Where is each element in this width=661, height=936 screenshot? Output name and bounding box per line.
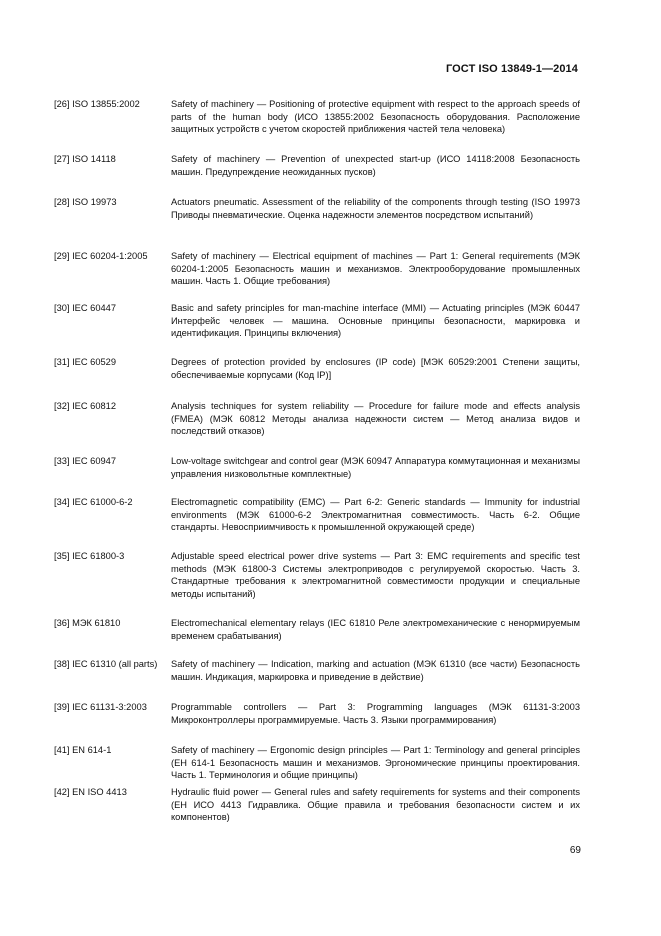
- reference-code: [28] ISO 19973: [54, 197, 117, 207]
- reference-code: [34] IEC 61000-6-2: [54, 497, 133, 507]
- reference-code: [30] IEC 60447: [54, 303, 117, 313]
- reference-text: Safety of machinery — Electrical equipment of machines — Part 1: General requirements (МЭК 60204-1:2005 Безопасность машин и механизмов. Электрооборудование промышленных машин. Часть 1. Общие требования): [171, 251, 580, 287]
- reference-entry: [54, 196, 580, 221]
- reference-entry: [54, 744, 580, 782]
- reference-text: Degrees of protection provided by enclosures (IP code) [МЭК 60529:2001 Степени защиты, обеспечиваемые корпусами (Код IP)]: [171, 357, 580, 380]
- document-header: ГОСТ ISO 13849-1—2014: [445, 63, 578, 75]
- reference-entry: [54, 153, 580, 178]
- reference-entry: [54, 786, 580, 824]
- reference-entry: [54, 98, 580, 136]
- reference-text: Low-voltage switchgear and control gear (МЭК 60947 Аппаратура коммутационная и механизмы управления низковольтные комплектные): [171, 456, 580, 479]
- reference-code: [33] IEC 60947: [54, 456, 117, 466]
- reference-code: [38] IEC 61310 (all parts): [54, 659, 158, 669]
- reference-entry: [54, 550, 580, 600]
- reference-entry: [54, 455, 580, 480]
- reference-text: Analysis techniques for system reliability — Procedure for failure mode and effects analysis (FMEA) (МЭК 60812 Методы анализа надежности систем — Метод анализа видов и последствий отказов): [171, 401, 580, 437]
- reference-text: Hydraulic fluid power — General rules and safety requirements for systems and their components (ЕН ИСО 4413 Гидравлика. Общие правила и требования безопасности систем и их компонентов): [171, 787, 580, 823]
- reference-entry: [54, 658, 580, 683]
- reference-text: Safety of machinery — Prevention of unexpected start-up (ИСО 14118:2008 Безопасность машин. Предупреждение неожиданных пусков): [171, 154, 580, 177]
- reference-text: Programmable controllers — Part 3: Programming languages (МЭК 61131-3:2003 Микроконтроллеры программируемые. Часть 3. Языки программирования): [171, 702, 580, 725]
- reference-entry: [54, 302, 580, 340]
- reference-code: [42] EN ISO 4413: [54, 787, 127, 797]
- reference-entry: [54, 617, 580, 642]
- reference-code: [35] IEC 61800-3: [54, 551, 125, 561]
- reference-code: [41] EN 614-1: [54, 745, 112, 755]
- reference-text: Safety of machinery — Indication, marking and actuation (МЭК 61310 (все части) Безопасность машин. Индикация, маркировка и приведение в действие): [171, 659, 580, 682]
- reference-code: [36] МЭК 61810: [54, 618, 121, 628]
- reference-code: [32] IEC 60812: [54, 401, 117, 411]
- reference-text: Basic and safety principles for man-machine interface (MMI) — Actuating principles (МЭК 60447 Интерфейс человек — машина. Основные принципы безопасности, маркировка и идентификация. Принципы включения): [171, 303, 580, 339]
- reference-code: [27] ISO 14118: [54, 154, 116, 164]
- reference-text: Electromagnetic compatibility (EMC) — Part 6-2: Generic standards — Immunity for industrial environments (МЭК 61000-6-2 Электромагнитная совместимость. Часть 6-2. Общие стандарты. Невосприимчивость к промышленной окружающей среде): [171, 497, 580, 533]
- reference-entry: [54, 701, 580, 726]
- reference-text: Electromechanical elementary relays (IEC 61810 Реле электромеханические с ненормируемым временем срабатывания): [171, 618, 580, 641]
- reference-entry: [54, 400, 580, 438]
- reference-text: Safety of machinery — Ergonomic design principles — Part 1: Terminology and general principles (ЕН 614-1 Безопасность машин и механизмов. Эргономические принципы проектирования. Часть 1. Терминология и общие принципы): [171, 745, 580, 781]
- reference-code: [39] IEC 61131-3:2003: [54, 702, 147, 712]
- reference-text: Actuators pneumatic. Assessment of the reliability of the components through testing (ISO 19973 Приводы пневматические. Оценка надежности элементов посредством испытаний): [171, 197, 580, 220]
- reference-code: [26] ISO 13855:2002: [54, 99, 140, 109]
- page-number: 69: [569, 845, 581, 856]
- reference-code: [31] IEC 60529: [54, 357, 117, 367]
- reference-entry: [54, 250, 580, 288]
- reference-entry: [54, 496, 580, 534]
- reference-code: [29] IEC 60204-1:2005: [54, 251, 148, 261]
- reference-entry: [54, 356, 580, 381]
- reference-text: Safety of machinery — Positioning of protective equipment with respect to the approach speeds of parts of the human body (ИСО 13855:2002 Безопасность оборудования. Расположение защитных устройств с учетом скоростей приближения частей тела человека): [171, 99, 580, 135]
- reference-text: Adjustable speed electrical power drive systems — Part 3: EMC requirements and specific test methods (МЭК 61800-3 Системы электроприводов с регулируемой скоростью. Часть 3. Стандартные требования к электромагнитной совместимости продукции и специальные методы испытаний): [171, 551, 580, 599]
